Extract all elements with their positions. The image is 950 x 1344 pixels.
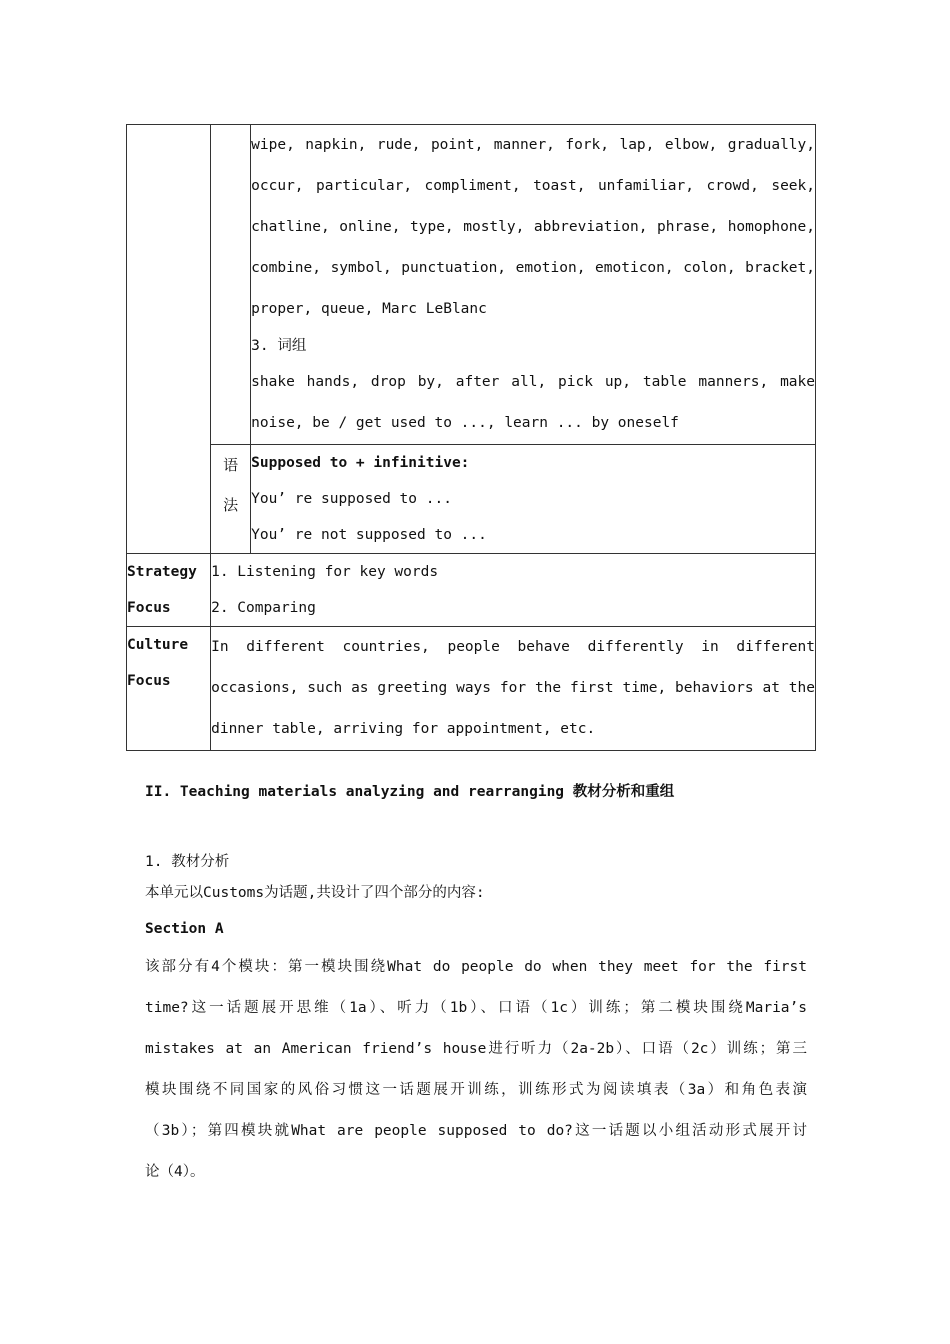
vocab-line: combine, symbol, punctuation, emotion, emoticon, colon, bracket, [251, 260, 815, 276]
section-ii-title: II. Teaching materials analyzing and rearranging 教材分析和重组 [145, 784, 675, 800]
culture-line: dinner table, arriving for appointment, etc. [211, 721, 596, 737]
grammar-cell [251, 445, 816, 554]
vocab-line: chatline, online, type, mostly, abbreviation, phrase, homophone, [251, 219, 815, 235]
strategy-label-line2: Focus [127, 600, 171, 616]
grammar-line: You’ re supposed to ... [251, 491, 452, 507]
paragraph-line: 论（4）。 [145, 1164, 205, 1180]
grammar-title: Supposed to + infinitive: [251, 455, 470, 471]
empty-label-cell [127, 125, 211, 554]
grammar-label-top: 语 [223, 456, 239, 474]
textbook-analysis-block [145, 849, 807, 1193]
empty-sublabel-cell [211, 125, 251, 445]
culture-row [127, 627, 816, 751]
paragraph-line: 该部分有4个模块：第一模块围绕What do people do when they meet for the first [145, 959, 807, 975]
culture-label-cell [127, 627, 211, 751]
vocab-line: proper, queue, Marc LeBlanc [251, 301, 487, 317]
paragraph-line: （3b）；第四模块就What are people supposed to do?这一话题以小组活动形式展开讨 [145, 1123, 807, 1139]
grammar-label-cell [211, 445, 251, 554]
vocabulary-row [127, 125, 816, 445]
strategy-label-cell [127, 554, 211, 627]
grammar-row [127, 445, 816, 554]
strategy-item: 1. Listening for key words [211, 564, 439, 580]
vocabulary-cell [251, 125, 816, 445]
strategy-item: 2. Comparing [211, 600, 316, 616]
vocab-line: occur, particular, compliment, toast, unfamiliar, crowd, seek, [251, 178, 815, 194]
culture-line: occasions, such as greeting ways for the first time, behaviors at the [211, 680, 815, 696]
strategy-label-line1: Strategy [127, 564, 197, 580]
strategy-row [127, 554, 816, 627]
phrases-line: shake hands, drop by, after all, pick up, table manners, make [251, 374, 815, 390]
paragraph-line: 模块围绕不同国家的风俗习惯这一话题展开训练，训练形式为阅读填表（3a）和角色表演 [145, 1082, 807, 1098]
culture-label-line2: Focus [127, 673, 171, 689]
vocab-line: wipe, napkin, rude, point, manner, fork, lap, elbow, gradually, [251, 137, 815, 153]
paragraph-line: time?这一话题展开思维（1a）、听力（1b）、口语（1c）训练；第二模块围绕Maria’s [145, 1000, 807, 1016]
culture-label-line1: Culture [127, 637, 189, 653]
intro-text: 本单元以Customs为话题,共设计了四个部分的内容: [145, 885, 485, 901]
phrases-line: noise, be / get used to ..., learn ... by oneself [251, 415, 679, 431]
paragraph-line: mistakes at an American friend’s house进行听力（2a-2b）、口语（2c）训练；第三 [145, 1041, 807, 1057]
grammar-line: You’ re not supposed to ... [251, 527, 487, 543]
section-a-heading: Section A [145, 921, 224, 937]
sub-heading: 1. 教材分析 [145, 854, 230, 870]
teaching-plan-table [126, 124, 816, 751]
grammar-label-bottom: 法 [223, 496, 239, 514]
phrases-heading: 3. 词组 [251, 338, 307, 354]
culture-line: In different countries, people behave differently in different [211, 639, 815, 655]
culture-cell [211, 627, 816, 751]
strategy-cell [211, 554, 816, 627]
